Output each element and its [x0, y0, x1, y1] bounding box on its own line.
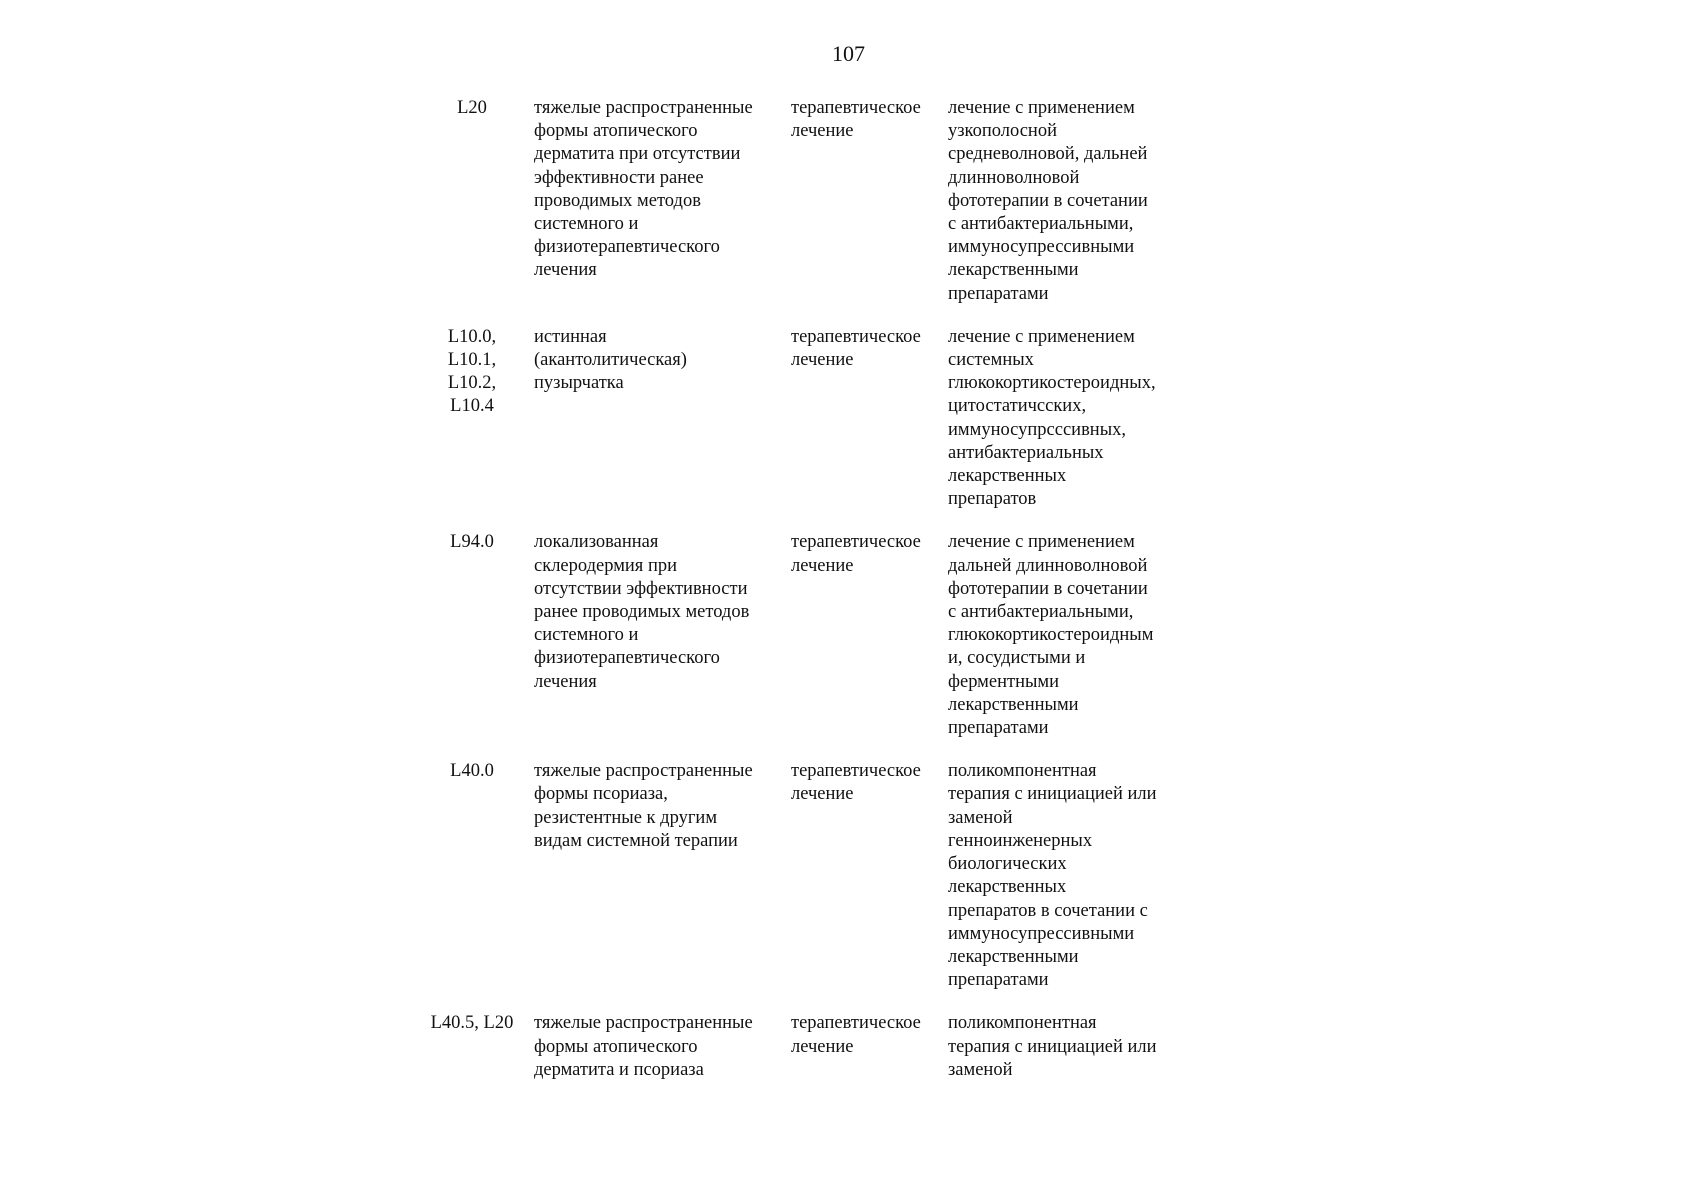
- diagnosis-code: L40.5, L20: [430, 1013, 514, 1034]
- treatment-type: терапевтическое лечение: [791, 532, 921, 576]
- treatment-method: поликомпонентная терапия с инициацией или заменой: [948, 1013, 1157, 1080]
- table-row: [420, 760, 1200, 992]
- diagnosis-code: L20: [457, 98, 487, 118]
- diagnosis-code: L94.0: [450, 532, 494, 553]
- table-row: [420, 1012, 1200, 1082]
- treatment-method: лечение с применением системных глюкокортикостероидных, цитостатичсских, иммуносупрсссивных, антибактериальных лекарственных препаратов: [948, 326, 1156, 510]
- diagnosis-description: тяжелые распространенные формы атопического дерматита и псориаза: [534, 1013, 753, 1080]
- diagnosis-code: L40.0: [450, 761, 494, 782]
- page-number: 107: [832, 41, 865, 66]
- table-row: [420, 97, 1200, 306]
- diagnosis-description: истинная (акантолитическая) пузырчатка: [534, 326, 687, 394]
- treatment-table: [420, 97, 1200, 1102]
- treatment-type: терапевтическое лечение: [791, 1013, 921, 1057]
- treatment-type: терапевтическое лечение: [791, 98, 921, 142]
- treatment-type: терапевтическое лечение: [791, 326, 921, 371]
- diagnosis-code: L10.0, L10.1, L10.2, L10.4: [447, 326, 497, 417]
- treatment-type: терапевтическое лечение: [791, 761, 921, 805]
- diagnosis-description: тяжелые распространенные формы атопического дерматита при отсутствии эффективности ранее проводимых методов системного и физиотерапевтического лечения: [534, 98, 753, 281]
- table-row: [420, 326, 1200, 512]
- table-row: [420, 531, 1200, 740]
- diagnosis-description: тяжелые распространенные формы псориаза, резистентные к другим видам системной терапии: [534, 761, 753, 851]
- diagnosis-description: локализованная склеродермия при отсутствии эффективности ранее проводимых методов системного и физиотерапевтического лечения: [534, 532, 750, 692]
- treatment-method: лечение с применением узкополосной средневолновой, дальней длинноволновой фототерапии в сочетании с антибактериальными, иммуносупрессивными лекарственными препаратами: [948, 98, 1148, 304]
- treatment-method: лечение с применением дальней длинноволновой фототерапии в сочетании с антибактериальными, глюкокортикостероидным и, сосудистыми и ферментными лекарственными препаратами: [948, 532, 1154, 739]
- treatment-method: поликомпонентная терапия с инициацией или заменой генноинженерных биологических лекарственных препаратов в сочетании с иммуносупрессивными лекарственными препаратами: [948, 761, 1157, 991]
